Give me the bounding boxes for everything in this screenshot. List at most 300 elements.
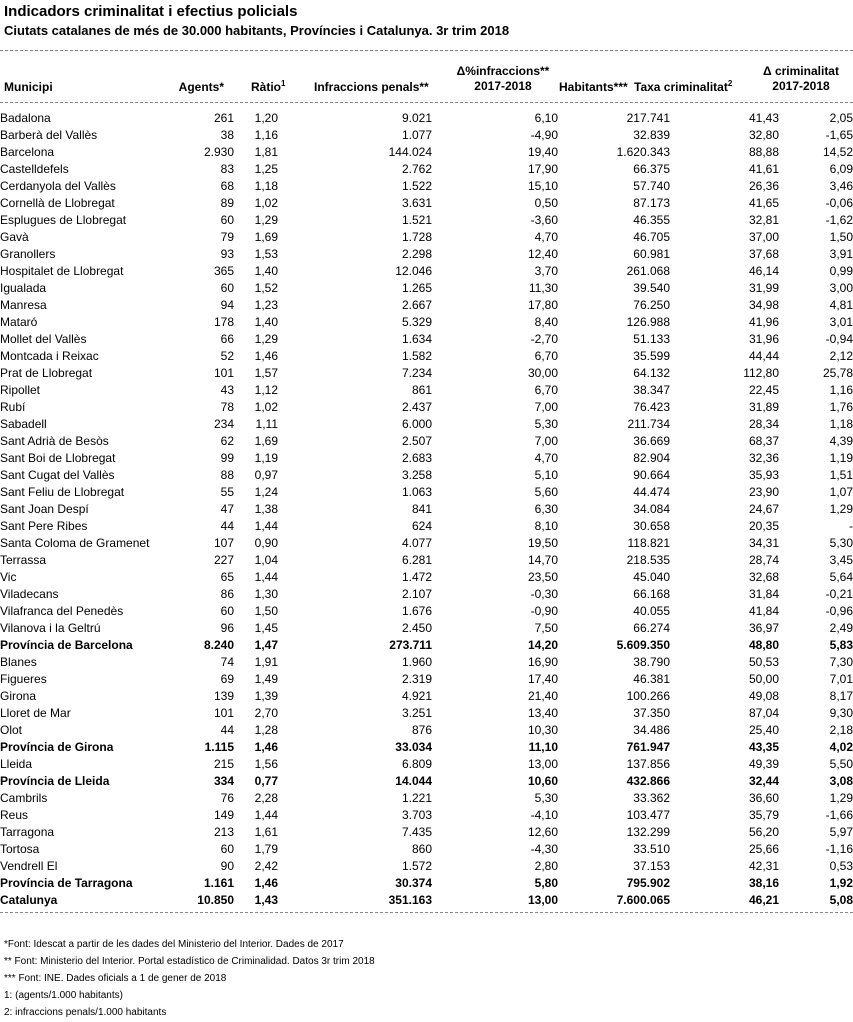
cell-delta-infraccions: 11,10 [528, 740, 558, 754]
cell-municipi: Província de Girona [0, 740, 114, 754]
cell-ratio: 0,77 [254, 774, 278, 788]
table-row [0, 314, 853, 331]
cell-habitants: 100.266 [626, 689, 670, 703]
cell-habitants: 45.040 [633, 570, 670, 584]
cell-delta-infraccions: 10,30 [527, 723, 558, 737]
cell-delta-criminalitat: 2,18 [829, 723, 853, 737]
cell-taxa: 87,04 [748, 706, 779, 720]
cell-infraccions: 2.319 [401, 672, 432, 686]
table-row [0, 399, 853, 416]
cell-infraccions: 876 [411, 723, 432, 737]
cell-agents: 94 [220, 298, 234, 312]
cell-habitants: 35.599 [633, 349, 670, 363]
cell-ratio: 1,45 [254, 621, 278, 635]
cell-habitants: 217.741 [626, 111, 670, 125]
cell-delta-criminalitat: 1,16 [829, 383, 853, 397]
cell-delta-criminalitat: 3,91 [829, 247, 853, 261]
cell-delta-infraccions: 30,00 [527, 366, 558, 380]
table-row [0, 263, 853, 280]
cell-municipi: Santa Coloma de Gramenet [0, 536, 150, 550]
cell-delta-infraccions: 6,70 [534, 383, 558, 397]
cell-delta-infraccions: 5,60 [534, 485, 558, 499]
col-header-delta-criminalitat-line1: Δ criminalitat [763, 64, 839, 78]
cell-delta-criminalitat: 3,00 [829, 281, 853, 295]
table-row [0, 722, 853, 739]
cell-agents: 149 [213, 808, 234, 822]
cell-ratio: 1,16 [254, 128, 278, 142]
cell-delta-infraccions: -0,90 [530, 604, 558, 618]
cell-agents: 96 [220, 621, 234, 635]
cell-agents: 178 [213, 315, 234, 329]
cell-ratio: 1,04 [254, 553, 278, 567]
cell-agents: 76 [220, 791, 234, 805]
cell-taxa: 41,61 [748, 162, 779, 176]
cell-agents: 60 [220, 213, 234, 227]
cell-municipi: Vendrell El [0, 859, 58, 873]
cell-delta-criminalitat: 8,17 [829, 689, 853, 703]
cell-municipi: Sant Boi de Llobregat [0, 451, 116, 465]
cell-delta-infraccions: -2,70 [530, 332, 558, 346]
cell-taxa: 26,36 [748, 179, 779, 193]
cell-ratio: 1,44 [254, 570, 278, 584]
cell-delta-infraccions: 21,40 [527, 689, 558, 703]
table-row [0, 229, 853, 246]
cell-ratio: 1,30 [254, 587, 278, 601]
cell-taxa: 41,65 [748, 196, 779, 210]
table-row [0, 705, 853, 722]
cell-habitants: 34.084 [633, 502, 670, 516]
cell-habitants: 57.740 [633, 179, 670, 193]
cell-infraccions: 1.221 [401, 791, 432, 805]
cell-habitants: 33.362 [633, 791, 670, 805]
col-header-delta-criminalitat-line2: 2017-2018 [772, 79, 830, 93]
cell-infraccions: 1.634 [401, 332, 432, 346]
cell-municipi: Sant Feliu de Llobregat [0, 485, 125, 499]
col-header-taxa [634, 80, 732, 95]
cell-habitants: 46.705 [633, 230, 670, 244]
table-row [0, 586, 853, 603]
cell-delta-criminalitat: 1,29 [829, 791, 853, 805]
cell-taxa: 28,74 [748, 553, 779, 567]
cell-infraccions: 2.107 [401, 587, 432, 601]
cell-delta-criminalitat: 4,81 [829, 298, 853, 312]
table-row [0, 790, 853, 807]
cell-habitants: 60.981 [633, 247, 670, 261]
cell-taxa: 22,45 [748, 383, 779, 397]
cell-habitants: 761.947 [626, 740, 670, 754]
cell-ratio: 0,97 [254, 468, 278, 482]
table-bottom-divider [0, 912, 853, 913]
cell-taxa: 31,84 [748, 587, 779, 601]
cell-agents: 60 [220, 604, 234, 618]
cell-municipi: Esplugues de Llobregat [0, 213, 127, 227]
cell-infraccions: 1.582 [401, 349, 432, 363]
table-row-total [0, 875, 853, 892]
cell-delta-infraccions: -0,30 [530, 587, 558, 601]
cell-delta-criminalitat: -1,62 [825, 213, 853, 227]
cell-agents: 227 [213, 553, 234, 567]
cell-infraccions: 2.667 [401, 298, 432, 312]
cell-ratio: 1,20 [254, 111, 278, 125]
cell-taxa: 41,96 [748, 315, 779, 329]
cell-ratio: 1,19 [254, 451, 278, 465]
cell-ratio: 1,25 [254, 162, 278, 176]
cell-taxa: 31,99 [748, 281, 779, 295]
cell-ratio: 1,61 [254, 825, 278, 839]
cell-ratio: 2,70 [254, 706, 278, 720]
cell-delta-infraccions: -3,60 [530, 213, 558, 227]
table-row [0, 382, 853, 399]
cell-ratio: 1,56 [254, 757, 278, 771]
table-row [0, 603, 853, 620]
cell-habitants: 36.669 [633, 434, 670, 448]
cell-municipi: Catalunya [0, 893, 58, 907]
cell-ratio: 1,11 [255, 417, 278, 431]
cell-infraccions: 1.522 [401, 179, 432, 193]
cell-habitants: 44.474 [633, 485, 670, 499]
cell-agents: 8.240 [203, 638, 234, 652]
cell-ratio: 1,47 [254, 638, 278, 652]
cell-delta-criminalitat: 5,83 [829, 638, 853, 652]
col-header-taxa-footnote: 2 [727, 79, 733, 88]
cell-habitants: 46.355 [633, 213, 670, 227]
cell-delta-criminalitat: -0,96 [825, 604, 853, 618]
cell-taxa: 36,97 [748, 621, 779, 635]
cell-delta-criminalitat: 1,29 [829, 502, 853, 516]
cell-municipi: Vilanova i la Geltrú [0, 621, 101, 635]
cell-delta-criminalitat: 1,50 [829, 230, 853, 244]
cell-taxa: 68,37 [748, 434, 779, 448]
cell-delta-infraccions: -4,90 [530, 128, 558, 142]
cell-municipi: Barcelona [0, 145, 55, 159]
col-header-ratio-footnote: 1 [281, 79, 286, 88]
cell-agents: 44 [220, 519, 234, 533]
cell-taxa: 25,40 [748, 723, 779, 737]
cell-municipi: Reus [0, 808, 29, 822]
cell-habitants: 132.299 [626, 825, 670, 839]
cell-infraccions: 2.507 [401, 434, 432, 448]
table-row [0, 246, 853, 263]
cell-municipi: Província de Barcelona [0, 638, 133, 652]
cell-delta-criminalitat: 1,76 [829, 400, 853, 414]
cell-delta-infraccions: 15,10 [527, 179, 558, 193]
cell-infraccions: 6.281 [401, 553, 432, 567]
cell-municipi: Sant Joan Despí [0, 502, 89, 516]
cell-habitants: 46.381 [633, 672, 670, 686]
cell-delta-infraccions: 6,10 [534, 111, 558, 125]
cell-infraccions: 2.450 [401, 621, 432, 635]
cell-delta-criminalitat: - [849, 519, 853, 533]
table-row [0, 161, 853, 178]
cell-agents: 1.115 [204, 740, 234, 754]
cell-delta-infraccions: 12,60 [527, 825, 558, 839]
table-row [0, 110, 853, 127]
table-row [0, 484, 853, 501]
cell-municipi: Tortosa [0, 842, 40, 856]
cell-delta-criminalitat: 1,18 [829, 417, 853, 431]
footnote-1: *Font: Idescat a partir de les dades del Ministerio del Interior. Dades de 2017 [4, 939, 344, 950]
table-row [0, 280, 853, 297]
cell-taxa: 25,66 [748, 842, 779, 856]
table-row [0, 365, 853, 382]
cell-agents: 66 [220, 332, 234, 346]
cell-habitants: 126.988 [626, 315, 670, 329]
cell-agents: 365 [213, 264, 234, 278]
cell-agents: 101 [213, 366, 234, 380]
cell-delta-infraccions: 14,70 [527, 553, 558, 567]
cell-agents: 89 [220, 196, 234, 210]
cell-habitants: 218.535 [626, 553, 670, 567]
cell-infraccions: 6.000 [401, 417, 432, 431]
cell-delta-criminalitat: 3,45 [829, 553, 853, 567]
table-row [0, 144, 853, 161]
cell-municipi: Sant Pere Ribes [0, 519, 88, 533]
cell-ratio: 1,50 [254, 604, 278, 618]
cell-delta-infraccions: 8,10 [534, 519, 558, 533]
cell-municipi: Mataró [0, 315, 38, 329]
cell-delta-criminalitat: -1,65 [825, 128, 853, 142]
cell-agents: 215 [213, 757, 234, 771]
cell-delta-infraccions: 17,40 [527, 672, 558, 686]
cell-delta-infraccions: 11,30 [528, 281, 558, 295]
table-row [0, 127, 853, 144]
cell-municipi: Vilafranca del Penedès [0, 604, 124, 618]
cell-taxa: 36,60 [748, 791, 779, 805]
cell-infraccions: 351.163 [388, 893, 432, 907]
cell-habitants: 90.664 [633, 468, 670, 482]
cell-ratio: 1,12 [254, 383, 278, 397]
cell-infraccions: 2.762 [401, 162, 432, 176]
cell-agents: 78 [220, 400, 234, 414]
cell-municipi: Olot [0, 723, 23, 737]
cell-taxa: 46,14 [748, 264, 779, 278]
cell-habitants: 40.055 [633, 604, 670, 618]
cell-ratio: 1,24 [254, 485, 278, 499]
cell-municipi: Tarragona [0, 825, 55, 839]
table-row [0, 331, 853, 348]
cell-ratio: 1,29 [254, 332, 278, 346]
cell-habitants: 37.153 [633, 859, 670, 873]
cell-infraccions: 1.472 [401, 570, 432, 584]
cell-delta-criminalitat: 7,30 [829, 655, 853, 669]
cell-infraccions: 2.437 [401, 400, 432, 414]
cell-ratio: 1,44 [254, 808, 278, 822]
cell-municipi: Prat de Llobregat [0, 366, 93, 380]
cell-habitants: 76.423 [633, 400, 670, 414]
cell-ratio: 2,42 [254, 859, 278, 873]
cell-agents: 90 [220, 859, 234, 873]
table-row-total [0, 892, 853, 909]
cell-agents: 47 [220, 502, 234, 516]
cell-agents: 213 [213, 825, 234, 839]
cell-municipi: Lleida [0, 757, 33, 771]
cell-taxa: 23,90 [748, 485, 779, 499]
cell-taxa: 24,67 [748, 502, 779, 516]
table-row [0, 807, 853, 824]
cell-delta-infraccions: 4,70 [534, 230, 558, 244]
cell-delta-infraccions: 23,50 [527, 570, 558, 584]
cell-municipi: Castelldefels [0, 162, 69, 176]
cell-ratio: 1,29 [254, 213, 278, 227]
cell-municipi: Ripollet [0, 383, 41, 397]
cell-municipi: Terrassa [0, 553, 47, 567]
cell-taxa: 88,88 [748, 145, 779, 159]
cell-ratio: 1,91 [254, 655, 278, 669]
cell-agents: 101 [213, 706, 234, 720]
cell-ratio: 1,23 [254, 298, 278, 312]
cell-habitants: 66.168 [633, 587, 670, 601]
table-row-total [0, 773, 853, 790]
col-header-ratio-label: Ràtio [251, 80, 281, 94]
cell-ratio: 1,69 [254, 230, 278, 244]
cell-habitants: 76.250 [633, 298, 670, 312]
cell-taxa: 44,44 [748, 349, 779, 363]
cell-habitants: 51.133 [633, 332, 670, 346]
col-header-delta-criminalitat [750, 64, 852, 94]
cell-taxa: 31,96 [748, 332, 779, 346]
col-header-agents: Agents* [178, 80, 224, 94]
cell-ratio: 2,28 [254, 791, 278, 805]
col-header-delta-infraccions-line1: Δ%infraccions** [456, 64, 550, 78]
cell-infraccions: 3.631 [401, 196, 432, 210]
cell-taxa: 34,98 [748, 298, 779, 312]
table-row [0, 858, 853, 875]
cell-infraccions: 6.809 [401, 757, 432, 771]
cell-taxa: 49,08 [748, 689, 779, 703]
table-row [0, 501, 853, 518]
cell-habitants: 432.866 [626, 774, 670, 788]
cell-agents: 62 [220, 434, 234, 448]
cell-ratio: 1,40 [254, 315, 278, 329]
table-row [0, 569, 853, 586]
cell-habitants: 118.821 [627, 536, 670, 550]
cell-taxa: 37,00 [748, 230, 779, 244]
cell-habitants: 1.620.343 [616, 145, 670, 159]
cell-habitants: 30.658 [633, 519, 670, 533]
cell-habitants: 34.486 [633, 723, 670, 737]
cell-infraccions: 2.683 [401, 451, 432, 465]
cell-municipi: Vic [0, 570, 17, 584]
cell-infraccions: 30.374 [395, 876, 432, 890]
cell-delta-criminalitat: 2,05 [829, 111, 853, 125]
cell-municipi: Cambrils [0, 791, 48, 805]
report-title: Indicadors criminalitat i efectius policials [4, 3, 298, 20]
cell-infraccions: 1.077 [401, 128, 432, 142]
cell-municipi: Cornellà de Llobregat [0, 196, 115, 210]
cell-infraccions: 860 [411, 842, 432, 856]
cell-municipi: Badalona [0, 111, 51, 125]
table-row [0, 348, 853, 365]
table-row [0, 195, 853, 212]
cell-delta-criminalitat: -0,06 [825, 196, 853, 210]
cell-municipi: Província de Tarragona [0, 876, 133, 890]
cell-delta-infraccions: -4,10 [530, 808, 558, 822]
cell-habitants: 211.734 [627, 417, 670, 431]
cell-delta-infraccions: 6,70 [534, 349, 558, 363]
footnote-3: *** Font: INE. Dades oficials a 1 de gener de 2018 [4, 973, 227, 984]
cell-infraccions: 7.234 [401, 366, 432, 380]
cell-habitants: 5.609.350 [616, 638, 670, 652]
cell-delta-infraccions: 13,00 [527, 757, 558, 771]
cell-municipi: Rubí [0, 400, 26, 414]
cell-ratio: 1,52 [254, 281, 278, 295]
cell-agents: 139 [213, 689, 234, 703]
cell-municipi: Viladecans [0, 587, 59, 601]
table-row [0, 688, 853, 705]
cell-infraccions: 273.711 [389, 638, 432, 652]
cell-infraccions: 3.251 [401, 706, 432, 720]
cell-delta-infraccions: 17,80 [527, 298, 558, 312]
cell-ratio: 1,46 [254, 349, 278, 363]
cell-ratio: 1,43 [254, 893, 278, 907]
table-row [0, 671, 853, 688]
cell-taxa: 42,31 [748, 859, 779, 873]
cell-municipi: Manresa [0, 298, 47, 312]
cell-infraccions: 1.265 [401, 281, 432, 295]
cell-ratio: 0,90 [254, 536, 278, 550]
cell-agents: 60 [220, 281, 234, 295]
cell-delta-criminalitat: 3,08 [829, 774, 853, 788]
cell-delta-infraccions: -4,30 [530, 842, 558, 856]
cell-municipi: Lloret de Mar [0, 706, 71, 720]
cell-municipi: Cerdanyola del Vallès [0, 179, 116, 193]
cell-taxa: 38,16 [748, 876, 779, 890]
col-header-delta-infraccions-line2: 2017-2018 [474, 79, 532, 93]
cell-taxa: 32,44 [748, 774, 779, 788]
cell-habitants: 64.132 [633, 366, 670, 380]
cell-infraccions: 1.572 [401, 859, 432, 873]
cell-agents: 38 [220, 128, 234, 142]
cell-delta-infraccions: 7,00 [534, 434, 558, 448]
cell-infraccions: 624 [411, 519, 432, 533]
cell-habitants: 261.068 [626, 264, 670, 278]
cell-taxa: 41,84 [748, 604, 779, 618]
cell-delta-criminalitat: -1,16 [825, 842, 853, 856]
cell-agents: 68 [220, 179, 234, 193]
cell-infraccions: 861 [411, 383, 432, 397]
table-row [0, 297, 853, 314]
cell-delta-infraccions: 19,50 [527, 536, 558, 550]
cell-agents: 65 [220, 570, 234, 584]
table-row [0, 620, 853, 637]
cell-taxa: 35,79 [748, 808, 779, 822]
cell-municipi: Sant Adrià de Besòs [0, 434, 109, 448]
footnote-4: 1: (agents/1.000 habitants) [4, 990, 123, 1001]
cell-taxa: 32,68 [748, 570, 779, 584]
cell-delta-criminalitat: 0,99 [829, 264, 853, 278]
cell-delta-criminalitat: 25,78 [822, 366, 853, 380]
cell-delta-criminalitat: 2,12 [829, 349, 853, 363]
cell-delta-criminalitat: 1,51 [829, 468, 853, 482]
table-row [0, 212, 853, 229]
cell-ratio: 1,02 [254, 400, 278, 414]
cell-taxa: 43,35 [748, 740, 779, 754]
cell-ratio: 1,40 [254, 264, 278, 278]
cell-habitants: 66.375 [633, 162, 670, 176]
cell-delta-criminalitat: -0,21 [825, 587, 853, 601]
cell-infraccions: 1.960 [401, 655, 432, 669]
cell-delta-infraccions: 13,40 [527, 706, 558, 720]
cell-infraccions: 7.435 [401, 825, 432, 839]
cell-taxa: 28,34 [748, 417, 779, 431]
cell-delta-criminalitat: 4,02 [829, 740, 853, 754]
cell-municipi: Sant Cugat del Vallès [0, 468, 115, 482]
cell-taxa: 49,39 [748, 757, 779, 771]
table-row [0, 518, 853, 535]
footnote-2: ** Font: Ministerio del Interior. Portal estadístico de Criminalidad. Datos 3r trim 2018 [4, 956, 375, 967]
cell-delta-criminalitat: 3,01 [829, 315, 853, 329]
cell-delta-criminalitat: 5,50 [829, 757, 853, 771]
